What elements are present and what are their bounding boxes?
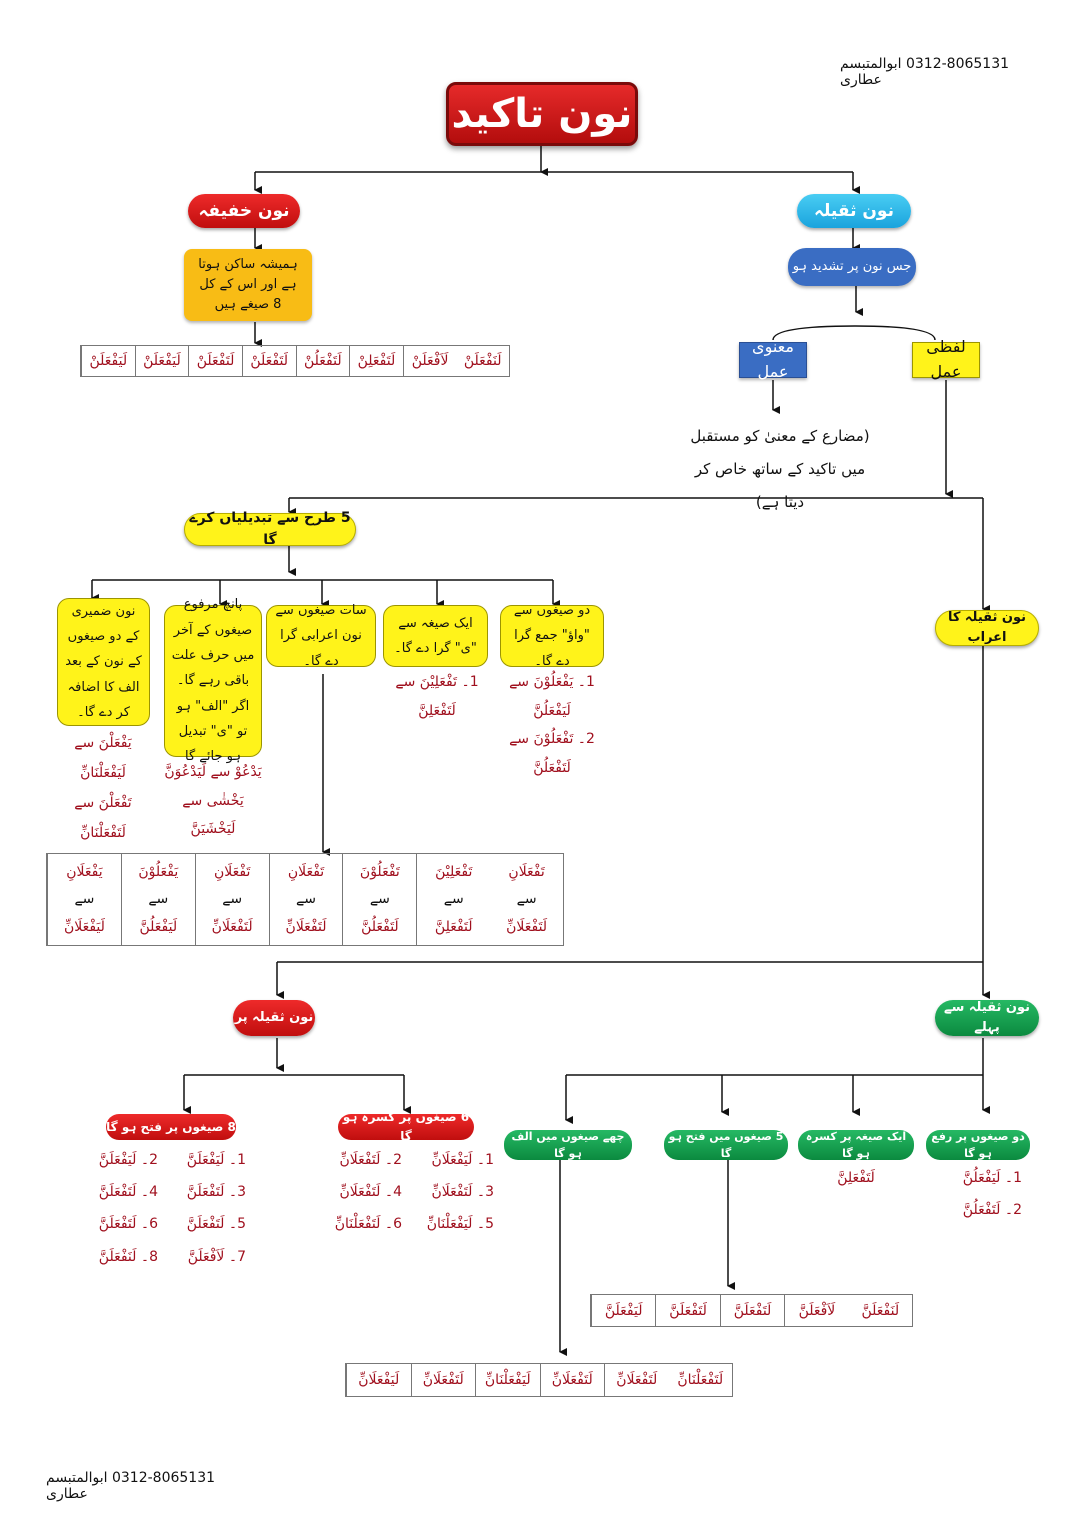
se-word: سے xyxy=(443,891,464,908)
kasra-one-list xyxy=(808,1162,904,1194)
table-cell xyxy=(47,854,121,945)
form-cell: لَتَفْعَلَنَّ xyxy=(655,1295,719,1326)
from-form: تَفْعَلَانِ xyxy=(508,863,545,880)
from-form: تَفْعَلُوْنَ xyxy=(359,863,400,880)
on-label: نون ثقیلہ پر xyxy=(233,1000,315,1036)
thaqeela-description: جس نون پر تشدید ہو xyxy=(788,248,916,286)
example-line: تَفْعَلْنَ سے xyxy=(74,795,132,812)
example-line: لَیَفْعَلْنَانِّ xyxy=(80,765,126,782)
form-cell: لَیَفْعَلْنَانِّ xyxy=(475,1364,540,1396)
example-line: یَفْعَلْنَ سے xyxy=(74,735,132,751)
list-item: 2۔ لَیَفْعَلَنَّ xyxy=(98,1152,158,1168)
form-cell: لَتَفْعَلَنْ xyxy=(242,346,296,376)
example-line: یَدْعُوْ سے لَیَدْعُوَنَّ xyxy=(164,764,262,780)
change-2-box: ایک صیغہ سے "ی" گرا دے گا۔ xyxy=(383,605,488,667)
kasra-six-left xyxy=(318,1144,402,1241)
list-item: 7۔ لَاَفْعَلَنَّ xyxy=(187,1248,246,1265)
example-line: لَیَفْعَلُنَّ xyxy=(533,702,571,719)
fatha-five-table xyxy=(590,1294,913,1327)
header-credit: 0312-8065131 ابوالمتبسم عطاری xyxy=(840,56,1010,88)
change-3-box: سات صیغوں سے نون اعرابی گرا دے گا۔ xyxy=(266,605,376,667)
nun-irabi-table xyxy=(46,853,564,946)
list-item: 5۔ لَتَفْعَلَنَّ xyxy=(186,1216,246,1233)
manavi-note: (مضارع کے معنیٰ کو مستقبل میں تاکید کے ساتھ خاص کر دیتا ہے) xyxy=(690,427,870,511)
form-cell: لَتَفْعَلْنَانِّ xyxy=(677,1372,724,1388)
form-cell: لَتَفْعَلَانِّ xyxy=(411,1364,476,1396)
change-5-examples xyxy=(50,728,156,848)
list-item: 8۔ لَنَفْعَلَنَّ xyxy=(98,1248,158,1265)
example-line: لَتَفْعَلُنَّ xyxy=(533,760,571,777)
alif-six-label: چھے صیغوں میں الف ہو گا xyxy=(504,1130,632,1160)
form-cell: لَیَفْعَلَنْ xyxy=(135,346,189,376)
khafeefa-label: نون خفیفہ xyxy=(188,194,300,228)
table-cell xyxy=(121,854,195,945)
changes-label: 5 طرح سے تبدیلیاں کرے گا xyxy=(184,513,356,546)
example-line: لَتَفْعَلِنَّ xyxy=(418,702,456,719)
table-cell xyxy=(195,854,269,945)
table-cell xyxy=(416,854,490,945)
example-line: یَخْشٰی سے xyxy=(182,792,244,809)
table-cell xyxy=(490,854,563,945)
from-form: تَفْعَلِیْنَ xyxy=(435,863,473,880)
thaqeela-label: نون ثقیلہ xyxy=(797,194,911,228)
se-word: سے xyxy=(296,891,316,908)
page-title: نون تاکید xyxy=(446,82,638,146)
table-cell xyxy=(269,854,343,945)
list-item: 1۔ لَیَفْعَلَانِّ xyxy=(431,1152,494,1168)
table-cell xyxy=(342,854,416,945)
kasra-six-right xyxy=(410,1144,494,1241)
example-line: 2۔ تَفْعَلُوْنَ سے xyxy=(509,731,595,748)
lafzi-amal: لفظی عمل xyxy=(912,342,980,378)
list-item: 1۔ لَیَفْعَلَنَّ xyxy=(186,1152,246,1168)
kasra-six-label: 6 صیغوں پر کسرہ ہو گا xyxy=(338,1114,474,1140)
list-item: 4۔ لَتَفْعَلَانِّ xyxy=(339,1184,402,1201)
form-cell: لَیَفْعَلَنَّ xyxy=(591,1295,655,1326)
change-1-box: دو صیغوں سے "واؤ" جمع گرا دے گا۔ xyxy=(500,605,604,667)
change-1-examples xyxy=(498,668,606,783)
from-form: تَفْعَلَانِ xyxy=(287,863,325,880)
list-item: 2۔ لَتَفْعَلَانِّ xyxy=(339,1152,402,1168)
form-cell: لَاَفْعَلَنَّ xyxy=(784,1295,848,1326)
list-item: 2۔ لَتَفْعَلُنَّ xyxy=(962,1202,1022,1219)
example-line: 1۔ تَفْعَلِیْنَ سے xyxy=(395,674,479,690)
form-cell: لَنَفْعَلَنَّ xyxy=(861,1302,900,1319)
raf-label: دو صیغوں پر رفع ہو گا xyxy=(926,1130,1030,1160)
example-line: لَیَخْشَیَنَّ xyxy=(190,821,236,838)
se-word: سے xyxy=(222,891,243,908)
change-4-box: پانچ مرفوع صیغوں کے آخر میں حرف علت باقی رہے گا۔ اگر "الف" ہو تو "ی" تبدیل ہو جائے گا xyxy=(164,605,262,757)
form-cell: لَیَفْعَلَنْ xyxy=(81,346,135,376)
irab-label: نون ثقیلہ کا اعراب xyxy=(935,610,1039,646)
manavi-amal: معنوی عمل xyxy=(739,342,807,378)
se-word: سے xyxy=(74,891,95,908)
footer-credit: 0312-8065131 ابوالمتبسم عطاری xyxy=(46,1470,216,1502)
form-cell: لَاَفْعَلَنْ xyxy=(403,346,457,376)
from-form: یَفْعَلَانِ xyxy=(66,863,103,880)
to-form: لَتَفْعَلَانِّ xyxy=(506,919,548,936)
change-5-box: نون ضمیری کے دو صیغوں کے نون کے بعد الف کا اضافہ کر دے گا۔ xyxy=(57,598,150,726)
khafeefa-description: ہمیشہ ساکن ہوتا ہے اور اس کے کل 8 صیغے ہیں xyxy=(184,249,312,321)
form-cell: لَتَفْعَلُنْ xyxy=(296,346,350,376)
raf-list xyxy=(942,1162,1022,1226)
form-cell: لَتَفْعَلَنْ xyxy=(188,346,242,376)
example-line: لَتَفْعَلْنَانِّ xyxy=(80,825,126,842)
change-4-examples xyxy=(154,758,272,844)
change-2-examples xyxy=(384,668,490,725)
fatha-eight-label: 8 صیغوں پر فتح ہو گا xyxy=(106,1114,236,1140)
to-form: لَتَفْعَلُنَّ xyxy=(361,919,399,936)
form-cell: لَتَفْعَلَانِّ xyxy=(540,1364,605,1396)
list-item: 3۔ لَتَفْعَلَانِّ xyxy=(431,1184,494,1201)
kasra-one-label: ایک صیغہ پر کسرہ ہو گا xyxy=(798,1130,914,1160)
list-item: 3۔ لَتَفْعَلَنَّ xyxy=(186,1184,246,1201)
form-cell: لَنَفْعَلَنْ xyxy=(463,353,502,369)
before-label: نون ثقیلہ سے پہلے xyxy=(935,1000,1039,1036)
fatha-eight-right xyxy=(168,1144,246,1273)
list-item: لَتَفْعَلِنَّ xyxy=(837,1170,875,1186)
form-cell: لَیَفْعَلَانِّ xyxy=(346,1364,411,1396)
list-item: 4۔ لَتَفْعَلَنَّ xyxy=(98,1184,158,1201)
to-form: لَیَفْعَلَانِّ xyxy=(63,919,105,936)
to-form: لَتَفْعَلَانِّ xyxy=(211,919,253,936)
from-form: یَفْعَلُوْنَ xyxy=(138,863,179,880)
form-cell: لَتَفْعَلَنَّ xyxy=(720,1295,784,1326)
to-form: لَیَفْعَلُنَّ xyxy=(139,919,178,936)
khafeefa-forms-table xyxy=(80,345,510,377)
se-word: سے xyxy=(148,891,169,908)
from-form: تَفْعَلَانِ xyxy=(213,863,251,880)
list-item: 5۔ لَیَفْعَلْنَانِّ xyxy=(426,1216,494,1233)
list-item: 1۔ لَیَفْعَلُنَّ xyxy=(962,1170,1022,1186)
alif-six-table xyxy=(345,1363,733,1397)
se-word: سے xyxy=(516,891,537,908)
list-item: 6۔ لَتَفْعَلَنَّ xyxy=(98,1216,158,1233)
form-cell: لَتَفْعَلِنْ xyxy=(349,346,403,376)
se-word: سے xyxy=(369,891,390,908)
list-item: 6۔ لَتَفْعَلْنَانِّ xyxy=(334,1216,402,1233)
example-line: 1۔ یَفْعَلُوْنَ سے xyxy=(509,674,595,690)
form-cell: لَتَفْعَلَانِّ xyxy=(604,1364,669,1396)
fatha-eight-left xyxy=(80,1144,158,1273)
fatha-five-label: 5 صیغوں میں فتح ہو گا xyxy=(664,1130,788,1160)
to-form: لَتَفْعَلِنَّ xyxy=(434,919,473,936)
to-form: لَتَفْعَلَانِّ xyxy=(285,919,327,936)
